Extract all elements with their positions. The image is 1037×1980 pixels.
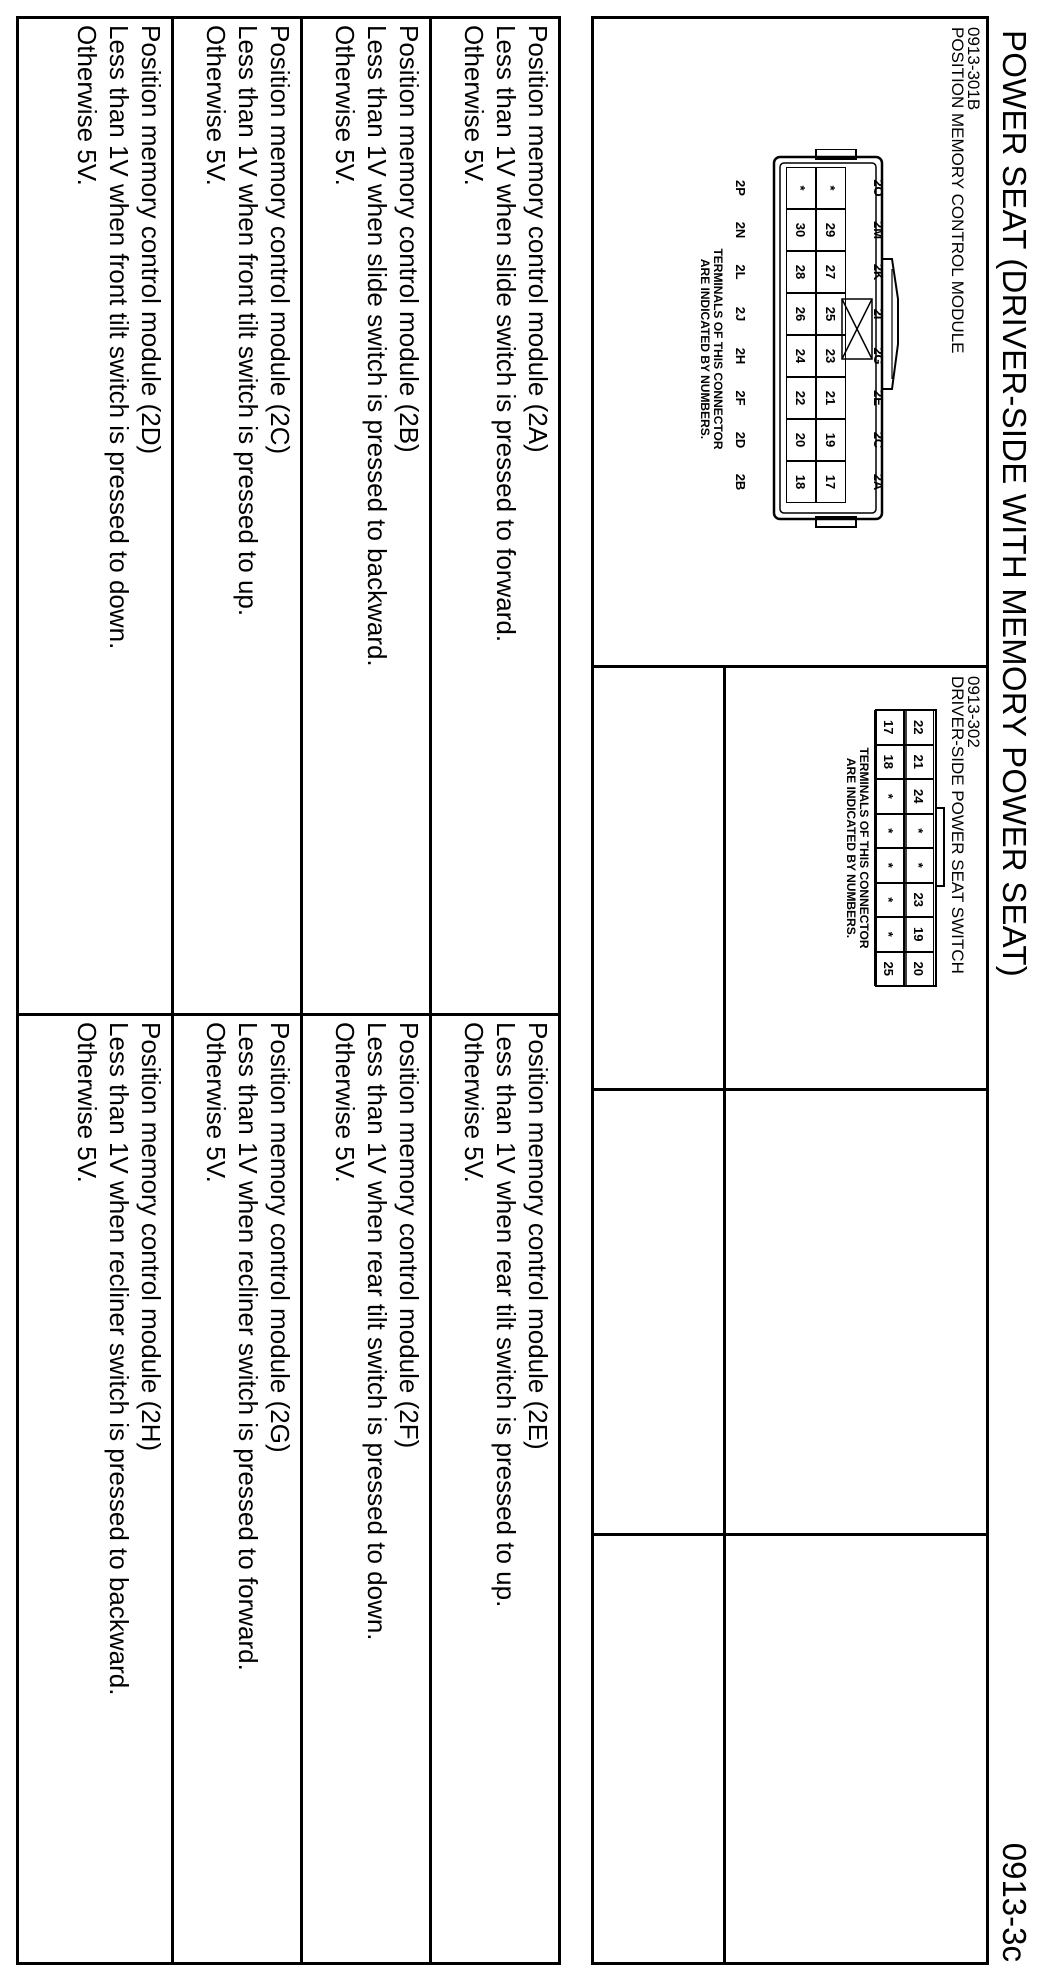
pin-label: *: [904, 814, 934, 849]
pin-label: 21: [904, 745, 934, 780]
panel-divider: [723, 668, 726, 1962]
terminal-letter: 2F: [733, 390, 748, 406]
description-line2: Less than 1V when slide switch is pressed to backward.: [362, 25, 392, 667]
description-title: Position memory control module (2H): [136, 1022, 166, 1452]
connector-id: 0913-301B: [964, 27, 983, 111]
terminal-letter: 2A: [871, 473, 886, 491]
page-title: POWER SEAT (DRIVER-SIDE WITH MEMORY POWER SEAT): [996, 30, 1033, 977]
connector-note-line1: TERMINALS OF THIS CONNECTOR: [857, 747, 871, 949]
terminal-letter: 2J: [733, 306, 748, 322]
pin-label: 24: [786, 335, 816, 377]
pin-label: 18: [874, 745, 904, 780]
description-panel-right: [16, 1013, 561, 1965]
pin-label: 23: [816, 335, 846, 377]
description-panel-left: [16, 16, 561, 1016]
pin-label: 27: [816, 251, 846, 293]
connector-note-line2: ARE INDICATED BY NUMBERS.: [698, 258, 712, 440]
pin-label: *: [786, 167, 816, 209]
terminal-letter: 2B: [733, 473, 748, 491]
terminal-letter: 2H: [733, 347, 748, 365]
description-block: [171, 19, 300, 1013]
pin-label: 22: [904, 710, 934, 745]
description-line2: Less than 1V when front tilt switch is pressed to down.: [104, 25, 134, 650]
description-block: [171, 1016, 300, 1962]
description-block: [300, 1016, 429, 1962]
description-title: Position memory control module (2E): [523, 1022, 553, 1450]
pin-label: 20: [904, 952, 934, 987]
description-line2: Less than 1V when slide switch is pressed to forward.: [491, 25, 521, 643]
pin-label: 19: [816, 419, 846, 461]
pin-label: 25: [816, 293, 846, 335]
description-block: [42, 19, 171, 1013]
description-line2: Less than 1V when rear tilt switch is pressed to down.: [362, 1022, 392, 1641]
connector-id: 0913-302: [964, 676, 983, 748]
connector-301b-top-letters: [868, 167, 886, 503]
connector-note: [698, 219, 724, 479]
pin-label: 17: [816, 461, 846, 503]
description-line3: Otherwise 5V.: [330, 1022, 360, 1183]
pin-label: 24: [904, 779, 934, 814]
terminal-letter: 2K: [871, 263, 886, 281]
description-line3: Otherwise 5V.: [72, 1022, 102, 1183]
pin-label: 19: [904, 917, 934, 952]
terminal-letter: 2M: [871, 220, 886, 240]
pin-label: *: [874, 814, 904, 849]
pin-label: 17: [874, 710, 904, 745]
description-line3: Otherwise 5V.: [330, 25, 360, 186]
pin-label: *: [874, 848, 904, 883]
connector-note-line1: TERMINALS OF THIS CONNECTOR: [711, 248, 725, 450]
description-line3: Otherwise 5V.: [459, 1022, 489, 1183]
connector-panel-301b: [591, 16, 989, 668]
terminal-letter: 2G: [871, 347, 886, 365]
pin-label: 23: [904, 883, 934, 918]
terminal-letter: 2P: [733, 180, 748, 196]
connector-301b-pin-grid: [786, 167, 846, 503]
description-line3: Otherwise 5V.: [201, 1022, 231, 1183]
pin-label: 28: [786, 251, 816, 293]
description-title: Position memory control module (2G): [265, 1022, 295, 1453]
description-line2: Less than 1V when rear tilt switch is pressed to up.: [491, 1022, 521, 1608]
connector-name: DRIVER-SIDE POWER SEAT SWITCH: [948, 676, 967, 974]
connector-note: [844, 718, 870, 978]
terminal-letter: 2D: [733, 431, 748, 449]
terminal-letter: 2N: [733, 221, 748, 239]
panel-divider: [594, 1088, 986, 1091]
description-title: Position memory control module (2A): [523, 25, 553, 453]
pin-label: 21: [816, 377, 846, 419]
connector-301b-bottom-letters: [730, 167, 748, 503]
pin-label: 22: [786, 377, 816, 419]
pin-label: 30: [786, 209, 816, 251]
connector-302-pin-grid: [874, 710, 934, 986]
description-block: [429, 1016, 558, 1962]
pin-label: 18: [786, 461, 816, 503]
pin-label: 26: [786, 293, 816, 335]
connector-panel-302: [591, 665, 989, 1965]
description-line2: Less than 1V when recliner switch is pressed to backward.: [104, 1022, 134, 1696]
description-block: [42, 1016, 171, 1962]
pin-label: 20: [786, 419, 816, 461]
page-number: 0913-3c: [996, 1842, 1033, 1962]
description-line2: Less than 1V when front tilt switch is pressed to up.: [233, 25, 263, 617]
terminal-letter: 2I: [871, 308, 886, 320]
description-block: [429, 19, 558, 1013]
terminal-letter: 2L: [733, 264, 748, 280]
pin-label: 29: [816, 209, 846, 251]
description-line2: Less than 1V when recliner switch is pressed to forward.: [233, 1022, 263, 1671]
connector-note-line2: ARE INDICATED BY NUMBERS.: [844, 757, 858, 939]
pin-label: *: [874, 917, 904, 952]
pin-label: *: [816, 167, 846, 209]
terminal-letter: 2C: [871, 431, 886, 449]
pin-label: 25: [874, 952, 904, 987]
description-block: [300, 19, 429, 1013]
description-title: Position memory control module (2F): [394, 1022, 424, 1449]
panel-divider: [594, 1533, 986, 1536]
description-title: Position memory control module (2C): [265, 25, 295, 455]
description-line3: Otherwise 5V.: [72, 25, 102, 186]
pin-label: *: [874, 883, 904, 918]
description-line3: Otherwise 5V.: [459, 25, 489, 186]
pin-label: *: [904, 848, 934, 883]
terminal-letter: 2E: [871, 390, 886, 406]
description-line3: Otherwise 5V.: [201, 25, 231, 186]
pin-label: *: [874, 779, 904, 814]
description-title: Position memory control module (2D): [136, 25, 166, 455]
description-title: Position memory control module (2B): [394, 25, 424, 453]
connector-name: POSITION MEMORY CONTROL MODULE: [948, 27, 967, 354]
terminal-letter: 2O: [871, 179, 886, 197]
